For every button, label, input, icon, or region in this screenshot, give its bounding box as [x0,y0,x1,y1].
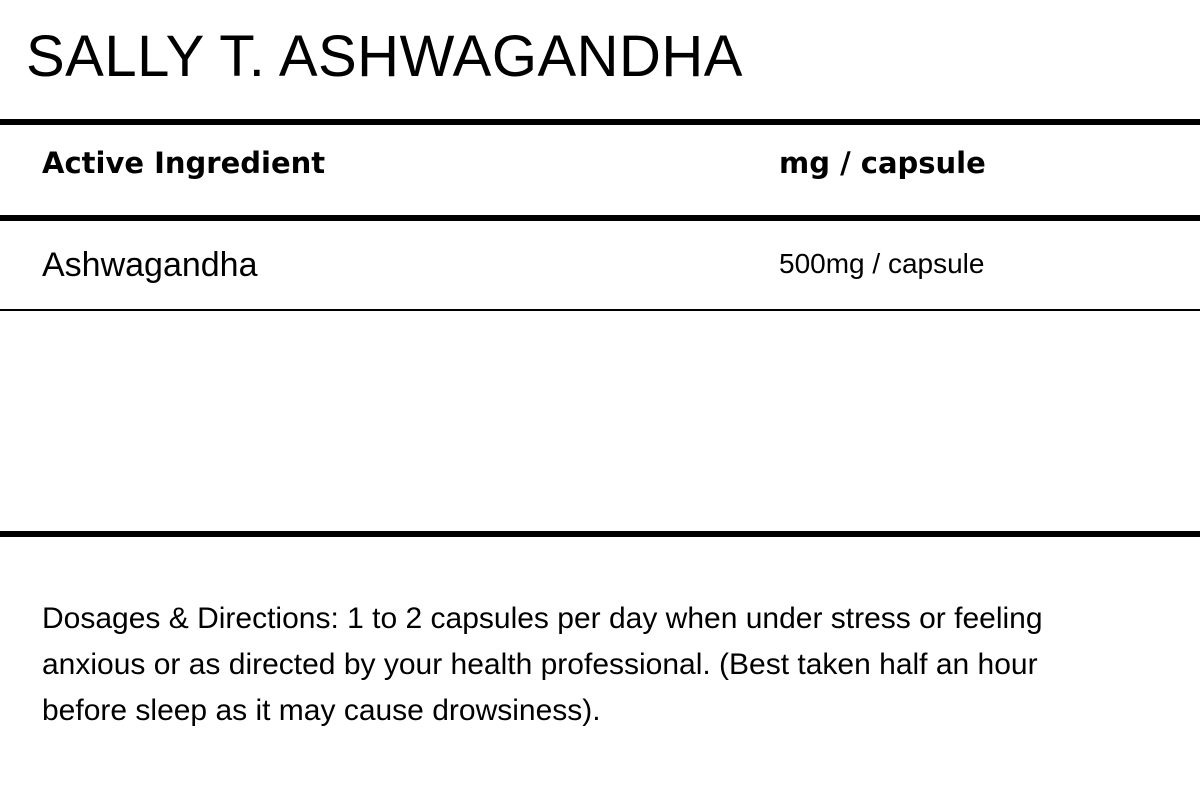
divider-bottom [0,531,1200,537]
ingredient-amount: 500mg / capsule [779,248,985,279]
divider-top [0,119,1200,125]
header-active-ingredient: Active Ingredient [42,146,326,180]
product-title: SALLY T. ASHWAGANDHA [26,24,743,89]
divider-row [0,309,1200,311]
dosage-directions: Dosages & Directions: 1 to 2 capsules per day when under stress or feeling anxious or as directed by your health professional. (Best taken half an hour before sleep as it may cause drowsiness). [42,602,1043,727]
header-mg-per-capsule: mg / capsule [779,146,986,180]
ingredient-name: Ashwagandha [42,246,258,284]
divider-header [0,215,1200,221]
